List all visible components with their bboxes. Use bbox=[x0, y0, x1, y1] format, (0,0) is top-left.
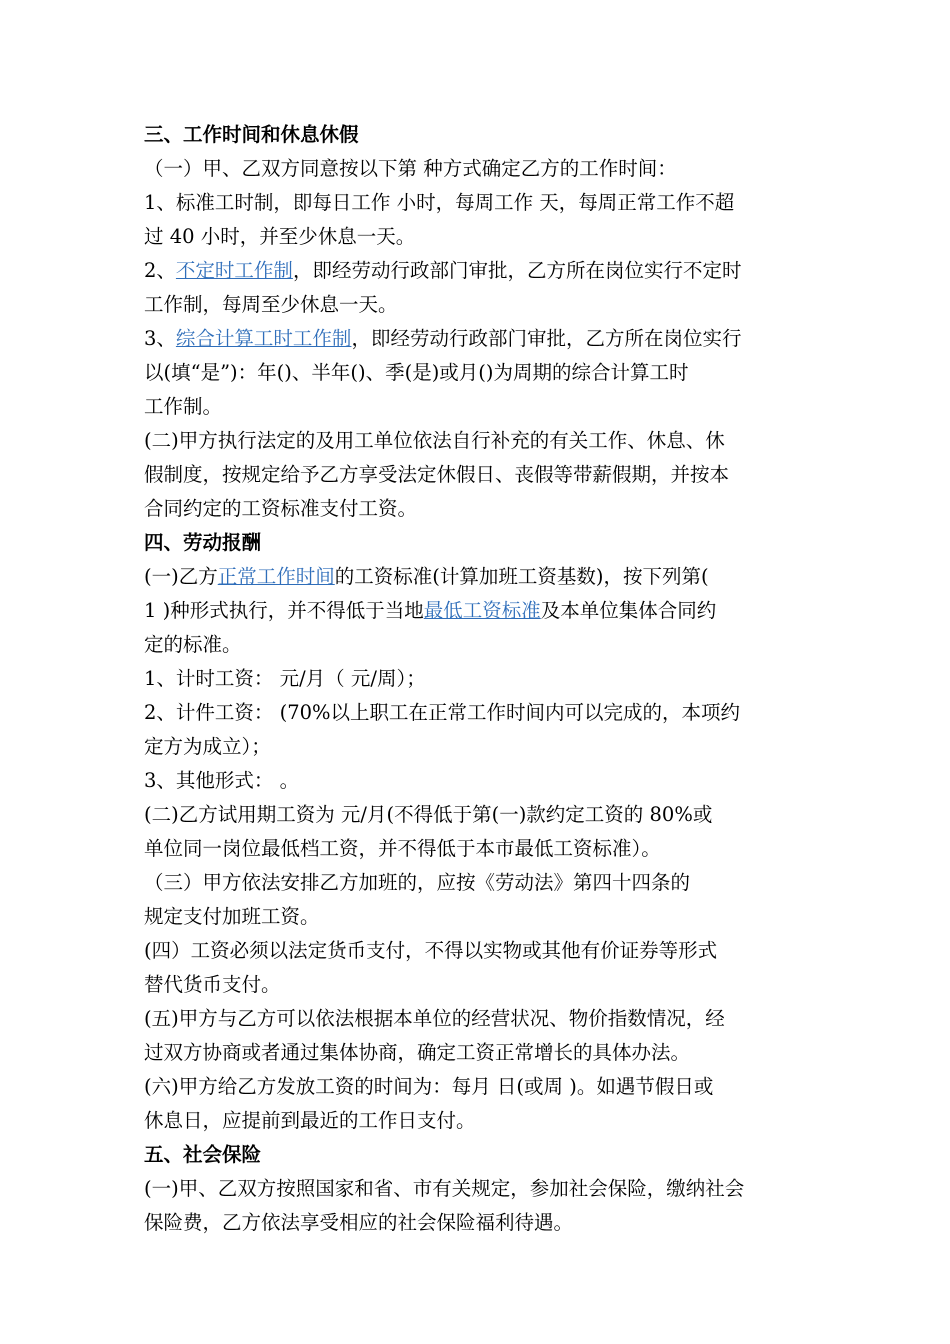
section-4-para-2-line-1: (二)乙方试用期工资为 元/月(不得低于第(一)款约定工资的 80%或 bbox=[144, 803, 713, 826]
section-4-para-2-line-2: 单位同一岗位最低档工资，并不得低于本市最低工资标准）。 bbox=[144, 837, 661, 860]
item-3-prefix: 3、 bbox=[144, 327, 176, 350]
section-4-para-4-line-2: 替代货币支付。 bbox=[144, 973, 281, 996]
section-3-para-2-line-1: (二)甲方执行法定的及用工单位依法自行补充的有关工作、休息、休 bbox=[144, 429, 725, 452]
section-3-item-2-line-1 bbox=[144, 254, 812, 288]
section-4-item-3: 3、其他形式： 。 bbox=[144, 769, 300, 792]
section-3-item-3-line-1 bbox=[144, 322, 812, 356]
section-4-heading: 四、劳动报酬 bbox=[144, 531, 262, 554]
link-flexible-working-hours[interactable]: 不定时工作制 bbox=[175, 259, 293, 282]
section-3-para-2-line-3: 合同约定的工资标准支付工资。 bbox=[144, 497, 418, 520]
para-1-prefix: (一)乙方 bbox=[144, 565, 218, 588]
para-1-mid: 的工资标准(计算加班工资基数)，按下列第( bbox=[334, 565, 709, 588]
section-4-para-5-line-2: 过双方协商或者通过集体协商，确定工资正常增长的具体办法。 bbox=[144, 1041, 691, 1064]
section-4-para-5-line-1: (五)甲方与乙方可以依法根据本单位的经营状况、物价指数情况，经 bbox=[144, 1007, 725, 1030]
link-normal-working-time[interactable]: 正常工作时间 bbox=[217, 565, 335, 588]
link-minimum-wage[interactable]: 最低工资标准 bbox=[423, 599, 541, 622]
section-3-item-1-line-2: 过 40 小时，并至少休息一天。 bbox=[144, 225, 416, 248]
section-3-item-3-line-2: 以(填“是”)：年()、半年()、季(是)或月()为周期的综合计算工时 bbox=[144, 361, 689, 384]
section-4-item-1: 1、计时工资： 元/月（ 元/周）； bbox=[144, 667, 426, 690]
section-4-para-3-line-2: 规定支付加班工资。 bbox=[144, 905, 320, 928]
section-3-heading: 三、工作时间和休息休假 bbox=[144, 123, 359, 146]
para-1-line-2-prefix: 1 )种形式执行，并不得低于当地 bbox=[144, 599, 424, 622]
section-5-para-1-line-2: 保险费，乙方依法享受相应的社会保险福利待遇。 bbox=[144, 1211, 574, 1234]
section-3-item-2-line-2: 工作制，每周至少休息一天。 bbox=[144, 293, 398, 316]
item-3-rest: ，即经劳动行政部门审批，乙方所在岗位实行 bbox=[351, 327, 742, 350]
item-2-prefix: 2、 bbox=[144, 259, 176, 282]
document-page bbox=[144, 118, 812, 1240]
link-comprehensive-working-hours[interactable]: 综合计算工时工作制 bbox=[175, 327, 352, 350]
section-3-para-1: （一）甲、乙双方同意按以下第 种方式确定乙方的工作时间： bbox=[144, 157, 677, 180]
section-5-heading: 五、社会保险 bbox=[144, 1143, 262, 1166]
section-4-para-1-line-3: 定的标准。 bbox=[144, 633, 242, 656]
section-3-para-2-line-2: 假制度，按规定给予乙方享受法定休假日、丧假等带薪假期，并按本 bbox=[144, 463, 730, 486]
para-1-line-2-rest: 及本单位集体合同约 bbox=[540, 599, 717, 622]
section-4-para-6-line-2: 休息日，应提前到最近的工作日支付。 bbox=[144, 1109, 476, 1132]
item-2-rest: ，即经劳动行政部门审批，乙方所在岗位实行不定时 bbox=[292, 259, 742, 282]
section-3-item-1-line-1: 1、标准工时制，即每日工作 小时，每周工作 天，每周正常工作不超 bbox=[144, 191, 735, 214]
section-4-para-4-line-1: (四）工资必须以法定货币支付，不得以实物或其他有价证券等形式 bbox=[144, 939, 718, 962]
section-4-item-2-line-1: 2、计件工资： (70%以上职工在正常工作时间内可以完成的，本项约 bbox=[144, 701, 741, 724]
section-5-para-1-line-1: (一)甲、乙双方按照国家和省、市有关规定，参加社会保险，缴纳社会 bbox=[144, 1177, 745, 1200]
section-4-item-2-line-2: 定方为成立）； bbox=[144, 735, 271, 758]
section-4-para-1-line-2 bbox=[144, 594, 812, 628]
section-4-para-3-line-1: （三）甲方依法安排乙方加班的，应按《劳动法》第四十四条的 bbox=[144, 871, 691, 894]
section-4-para-1-line-1 bbox=[144, 560, 812, 594]
section-4-para-6-line-1: (六)甲方给乙方发放工资的时间为：每月 日(或周 )。如遇节假日或 bbox=[144, 1075, 714, 1098]
section-3-item-3-line-3: 工作制。 bbox=[144, 395, 223, 418]
